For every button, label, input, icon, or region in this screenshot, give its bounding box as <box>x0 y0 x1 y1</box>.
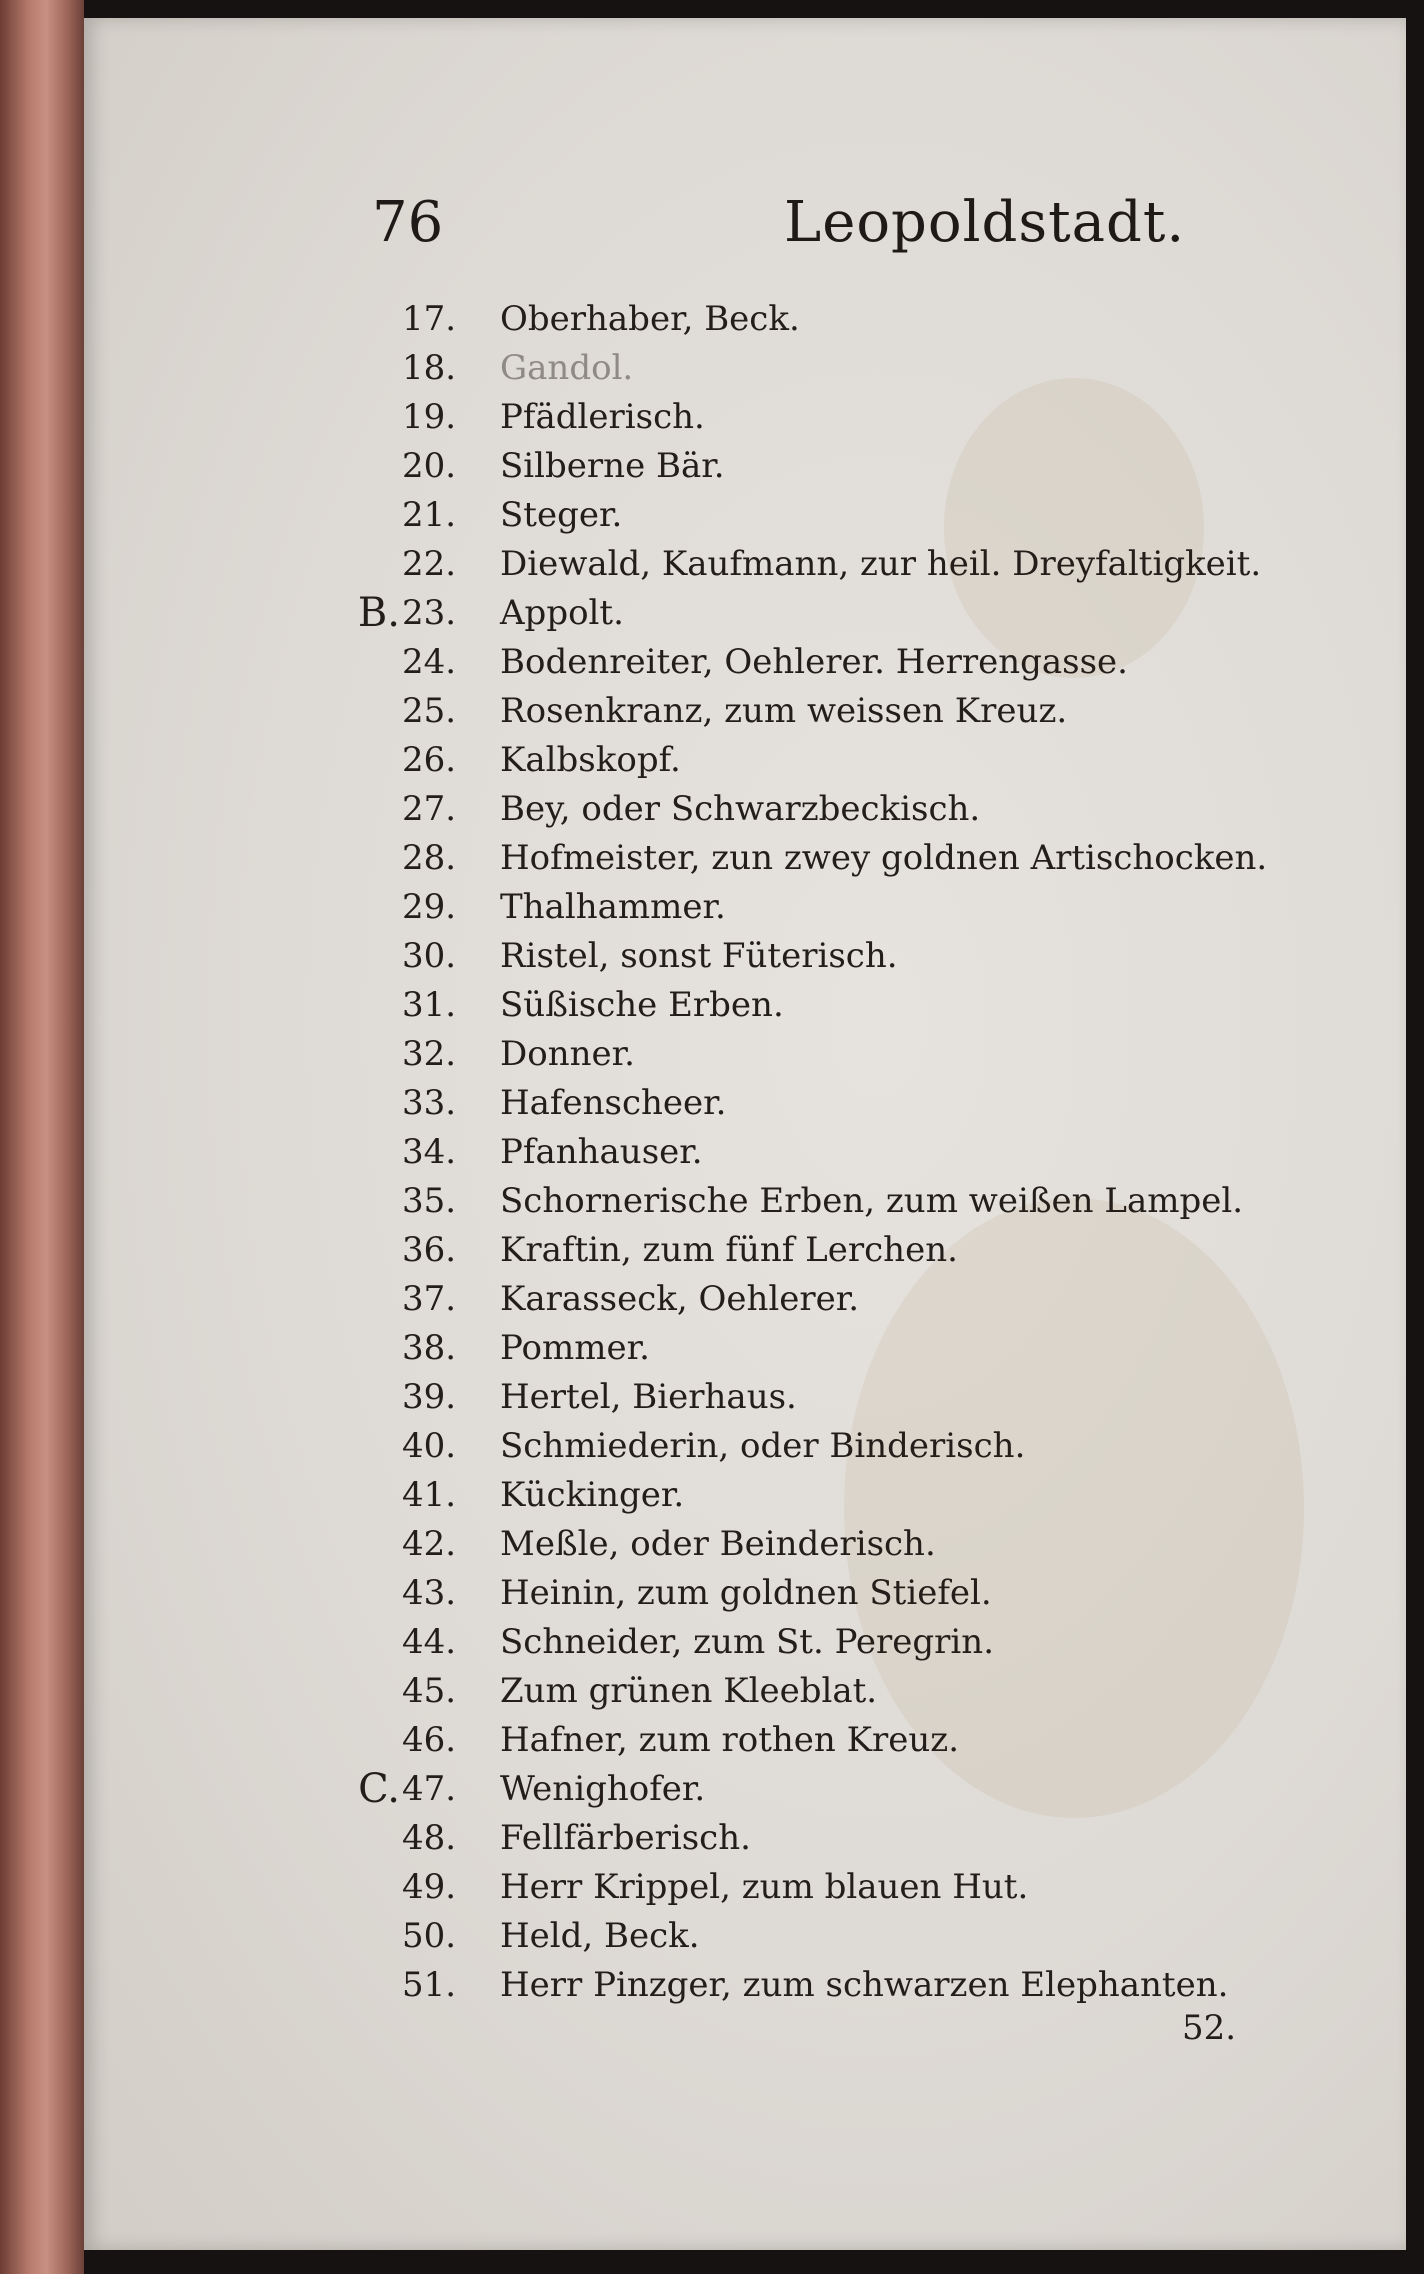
list-item <box>84 1862 1406 1912</box>
list-item <box>84 1274 1406 1324</box>
list-item <box>84 1225 1406 1275</box>
entry-number: 29. <box>402 887 457 927</box>
list-item <box>84 1421 1406 1471</box>
entry-number: 36. <box>402 1230 457 1270</box>
entry-number: 49. <box>402 1867 457 1907</box>
list-item <box>84 1764 1406 1814</box>
list-item <box>84 1519 1406 1569</box>
list-item <box>84 784 1406 834</box>
running-head-title: Leopoldstadt. <box>784 190 1186 255</box>
entry-number: 27. <box>402 789 457 829</box>
list-item <box>84 1078 1406 1128</box>
list-item <box>84 1372 1406 1422</box>
list-item <box>84 1715 1406 1765</box>
entry-number: 48. <box>402 1818 457 1858</box>
list-item <box>84 1470 1406 1520</box>
entry-text: Herr Pinzger, zum schwarzen Elephanten. <box>500 1965 1229 2005</box>
entry-text: Süßische Erben. <box>500 985 784 1025</box>
list-item <box>84 833 1406 883</box>
list-item <box>84 1960 1406 2010</box>
entry-number: 31. <box>402 985 457 1025</box>
list-item <box>84 490 1406 540</box>
entry-text: Kückinger. <box>500 1475 685 1515</box>
entry-number: 45. <box>402 1671 457 1711</box>
entry-number: 22. <box>402 544 457 584</box>
list-item <box>84 735 1406 785</box>
entry-number: 39. <box>402 1377 457 1417</box>
list-item <box>84 1176 1406 1226</box>
entry-number: 33. <box>402 1083 457 1123</box>
entry-text: Zum grünen Kleeblat. <box>500 1671 878 1711</box>
list-item <box>84 882 1406 932</box>
entry-number: 40. <box>402 1426 457 1466</box>
entry-text: Kalbskopf. <box>500 740 681 780</box>
entry-number: 19. <box>402 397 457 437</box>
entry-text: Rosenkranz, zum weissen Kreuz. <box>500 691 1068 731</box>
entry-number: 44. <box>402 1622 457 1662</box>
entry-text: Steger. <box>500 495 623 535</box>
catchword: 52. <box>1182 2008 1237 2048</box>
entry-number: 51. <box>402 1965 457 2005</box>
entry-number: 18. <box>402 348 457 388</box>
entry-text: Appolt. <box>500 593 624 633</box>
entry-text: Schmiederin, oder Binderisch. <box>500 1426 1026 1466</box>
entry-text: Karasseck, Oehlerer. <box>500 1279 860 1319</box>
entry-text: Fellfärberisch. <box>500 1818 751 1858</box>
entry-number: 30. <box>402 936 457 976</box>
entry-text: Hertel, Bierhaus. <box>500 1377 797 1417</box>
list-item <box>84 539 1406 589</box>
entry-text: Gandol. <box>500 348 634 388</box>
list-item <box>84 1568 1406 1618</box>
entry-text: Heinin, zum goldnen Stiefel. <box>500 1573 992 1613</box>
entry-text: Pfädlerisch. <box>500 397 705 437</box>
entry-number: 28. <box>402 838 457 878</box>
entry-number: 25. <box>402 691 457 731</box>
entry-number: 50. <box>402 1916 457 1956</box>
list-item <box>84 980 1406 1030</box>
list-item <box>84 294 1406 344</box>
entry-text: Donner. <box>500 1034 635 1074</box>
list-item <box>84 1666 1406 1716</box>
entry-number: 42. <box>402 1524 457 1564</box>
entry-text: Silberne Bär. <box>500 446 725 486</box>
list-item <box>84 1813 1406 1863</box>
entry-text: Diewald, Kaufmann, zur heil. Dreyfaltigkeit. <box>500 544 1262 584</box>
entry-number: 32. <box>402 1034 457 1074</box>
page-number: 76 <box>372 190 444 255</box>
section-letter: C. <box>358 1766 400 1812</box>
entry-number: 37. <box>402 1279 457 1319</box>
list-item <box>84 588 1406 638</box>
entry-number: 23. <box>402 593 457 633</box>
entry-number: 47. <box>402 1769 457 1809</box>
entry-text: Schneider, zum St. Peregrin. <box>500 1622 995 1662</box>
entry-text: Ristel, sonst Füterisch. <box>500 936 898 976</box>
list-item <box>84 931 1406 981</box>
list-item <box>84 1127 1406 1177</box>
entry-text: Hafenscheer. <box>500 1083 727 1123</box>
entry-number: 46. <box>402 1720 457 1760</box>
entry-number: 43. <box>402 1573 457 1613</box>
list-item <box>84 1911 1406 1961</box>
entry-text: Pommer. <box>500 1328 650 1368</box>
entry-number: 35. <box>402 1181 457 1221</box>
entry-number: 21. <box>402 495 457 535</box>
entry-text: Kraftin, zum fünf Lerchen. <box>500 1230 958 1270</box>
entry-text: Held, Beck. <box>500 1916 700 1956</box>
entry-text: Hofmeister, zun zwey goldnen Artischocken. <box>500 838 1268 878</box>
list-item <box>84 392 1406 442</box>
entry-text: Herr Krippel, zum blauen Hut. <box>500 1867 1029 1907</box>
book-page <box>84 18 1406 2250</box>
entry-number: 24. <box>402 642 457 682</box>
entry-text: Meßle, oder Beinderisch. <box>500 1524 936 1564</box>
entry-text: Hafner, zum rothen Kreuz. <box>500 1720 960 1760</box>
entry-text: Bodenreiter, Oehlerer. Herrengasse. <box>500 642 1128 682</box>
list-item <box>84 1323 1406 1373</box>
list-item <box>84 637 1406 687</box>
entry-text: Bey, oder Schwarzbeckisch. <box>500 789 981 829</box>
list-item <box>84 343 1406 393</box>
entry-number: 20. <box>402 446 457 486</box>
entry-number: 34. <box>402 1132 457 1172</box>
entry-text: Wenighofer. <box>500 1769 706 1809</box>
list-item <box>84 441 1406 491</box>
entry-number: 26. <box>402 740 457 780</box>
book-spine-edge <box>0 0 84 2274</box>
list-item <box>84 686 1406 736</box>
entry-text: Schornerische Erben, zum weißen Lampel. <box>500 1181 1244 1221</box>
entry-text: Thalhammer. <box>500 887 726 927</box>
section-letter: B. <box>357 590 400 636</box>
entry-number: 17. <box>402 299 457 339</box>
entry-number: 41. <box>402 1475 457 1515</box>
list-item <box>84 1029 1406 1079</box>
entry-number: 38. <box>402 1328 457 1368</box>
entry-text: Oberhaber, Beck. <box>500 299 800 339</box>
entry-text: Pfanhauser. <box>500 1132 703 1172</box>
list-item <box>84 1617 1406 1667</box>
